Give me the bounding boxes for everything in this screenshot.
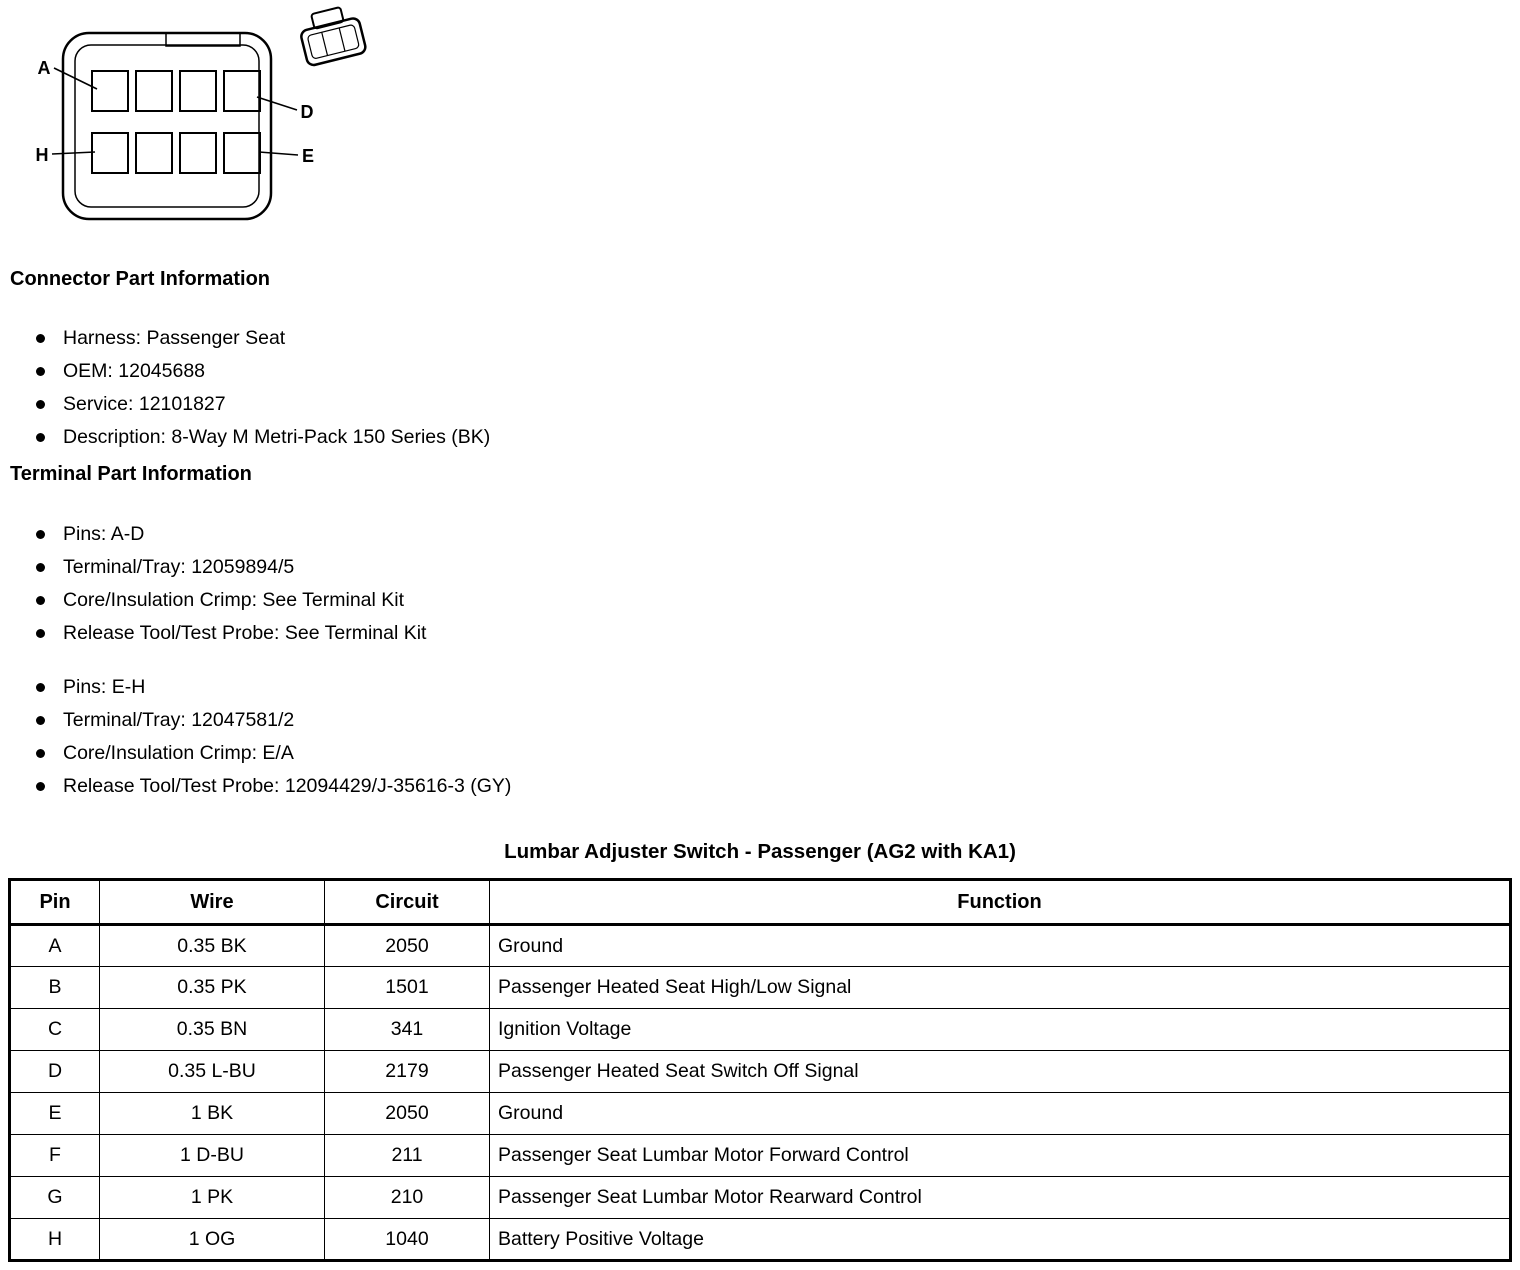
list-item-text: Pins: A-D <box>63 523 145 545</box>
list-item-text: Release Tool/Test Probe: 12094429/J-35616-3 (GY) <box>63 775 512 797</box>
function-cell: Passenger Seat Lumbar Motor Forward Control <box>490 1135 1511 1177</box>
function-cell: Passenger Heated Seat Switch Off Signal <box>490 1051 1511 1093</box>
list-item <box>36 421 490 454</box>
table-row <box>10 1093 1511 1135</box>
pin-cell: C <box>10 1009 100 1051</box>
function-cell: Ground <box>490 1093 1511 1135</box>
function-cell: Ground <box>490 925 1511 967</box>
table-row <box>10 925 1511 967</box>
wire-header: Wire <box>100 880 325 925</box>
mating-plug-icon <box>296 3 366 66</box>
list-item-text: Release Tool/Test Probe: See Terminal Kit <box>63 622 427 644</box>
circuit-cell: 2050 <box>325 1093 490 1135</box>
list-item <box>36 737 511 770</box>
circuit-cell: 2179 <box>325 1051 490 1093</box>
wire-cell: 0.35 BK <box>100 925 325 967</box>
connector-diagram-area <box>0 0 400 240</box>
table-row <box>10 967 1511 1009</box>
terminal-info-group-2 <box>36 671 511 803</box>
wire-cell: 1 BK <box>100 1093 325 1135</box>
pin-label-d: D <box>300 102 314 122</box>
wire-cell: 1 D-BU <box>100 1135 325 1177</box>
circuit-cell: 1501 <box>325 967 490 1009</box>
circuit-header: Circuit <box>325 880 490 925</box>
table-row <box>10 1051 1511 1093</box>
pin-cell: E <box>10 1093 100 1135</box>
pinout-table-title: Lumbar Adjuster Switch - Passenger (AG2 with KA1) <box>504 840 1016 863</box>
table-row <box>10 1177 1511 1219</box>
list-item <box>36 584 426 617</box>
function-cell: Battery Positive Voltage <box>490 1219 1511 1261</box>
wire-cell: 1 OG <box>100 1219 325 1261</box>
list-item <box>36 518 426 551</box>
function-header: Function <box>490 880 1511 925</box>
circuit-cell: 211 <box>325 1135 490 1177</box>
list-item-text: Service: 12101827 <box>63 393 226 415</box>
list-item-text: Terminal/Tray: 12059894/5 <box>63 556 295 578</box>
pin-cavities <box>92 71 260 173</box>
table-row <box>10 1009 1511 1051</box>
pin-label-e: E <box>301 146 315 166</box>
pin-label-h: H <box>35 145 49 165</box>
function-cell: Passenger Seat Lumbar Motor Rearward Control <box>490 1177 1511 1219</box>
circuit-cell: 1040 <box>325 1219 490 1261</box>
connector-part-info-heading: Connector Part Information <box>10 268 271 290</box>
list-item-text: Terminal/Tray: 12047581/2 <box>63 709 295 731</box>
pin-cell: D <box>10 1051 100 1093</box>
pin-cell: F <box>10 1135 100 1177</box>
function-cell: Ignition Voltage <box>490 1009 1511 1051</box>
list-item <box>36 355 490 388</box>
connector-body <box>63 33 271 219</box>
list-item-text: Harness: Passenger Seat <box>63 327 286 349</box>
list-item-text: Description: 8-Way M Metri-Pack 150 Series (BK) <box>63 426 491 448</box>
list-item <box>36 388 490 421</box>
list-item <box>36 617 426 650</box>
pin-cell: H <box>10 1219 100 1261</box>
table-row <box>10 1135 1511 1177</box>
table-header-row <box>10 880 1511 925</box>
circuit-cell: 2050 <box>325 925 490 967</box>
connector-diagram <box>0 0 400 240</box>
terminal-info-group-1 <box>36 518 426 650</box>
list-item <box>36 704 511 737</box>
list-item <box>36 671 511 704</box>
wire-cell: 0.35 BN <box>100 1009 325 1051</box>
pin-header: Pin <box>10 880 100 925</box>
wire-cell: 0.35 L-BU <box>100 1051 325 1093</box>
list-item-text: Pins: E-H <box>63 676 146 698</box>
pin-cell: G <box>10 1177 100 1219</box>
terminal-part-info-heading: Terminal Part Information <box>10 463 252 485</box>
pin-label-a: A <box>37 58 51 78</box>
wire-cell: 1 PK <box>100 1177 325 1219</box>
circuit-cell: 341 <box>325 1009 490 1051</box>
list-item-text: Core/Insulation Crimp: See Terminal Kit <box>63 589 405 611</box>
pin-cell: A <box>10 925 100 967</box>
list-item-text: Core/Insulation Crimp: E/A <box>63 742 294 764</box>
pinout-table <box>8 878 1512 1262</box>
table-row <box>10 1219 1511 1261</box>
leader-lines <box>52 68 298 155</box>
list-item <box>36 551 426 584</box>
pin-cell: B <box>10 967 100 1009</box>
function-cell: Passenger Heated Seat High/Low Signal <box>490 967 1511 1009</box>
circuit-cell: 210 <box>325 1177 490 1219</box>
list-item <box>36 322 490 355</box>
connector-part-info-list <box>36 322 490 454</box>
list-item <box>36 770 511 803</box>
list-item-text: OEM: 12045688 <box>63 360 206 382</box>
wire-cell: 0.35 PK <box>100 967 325 1009</box>
